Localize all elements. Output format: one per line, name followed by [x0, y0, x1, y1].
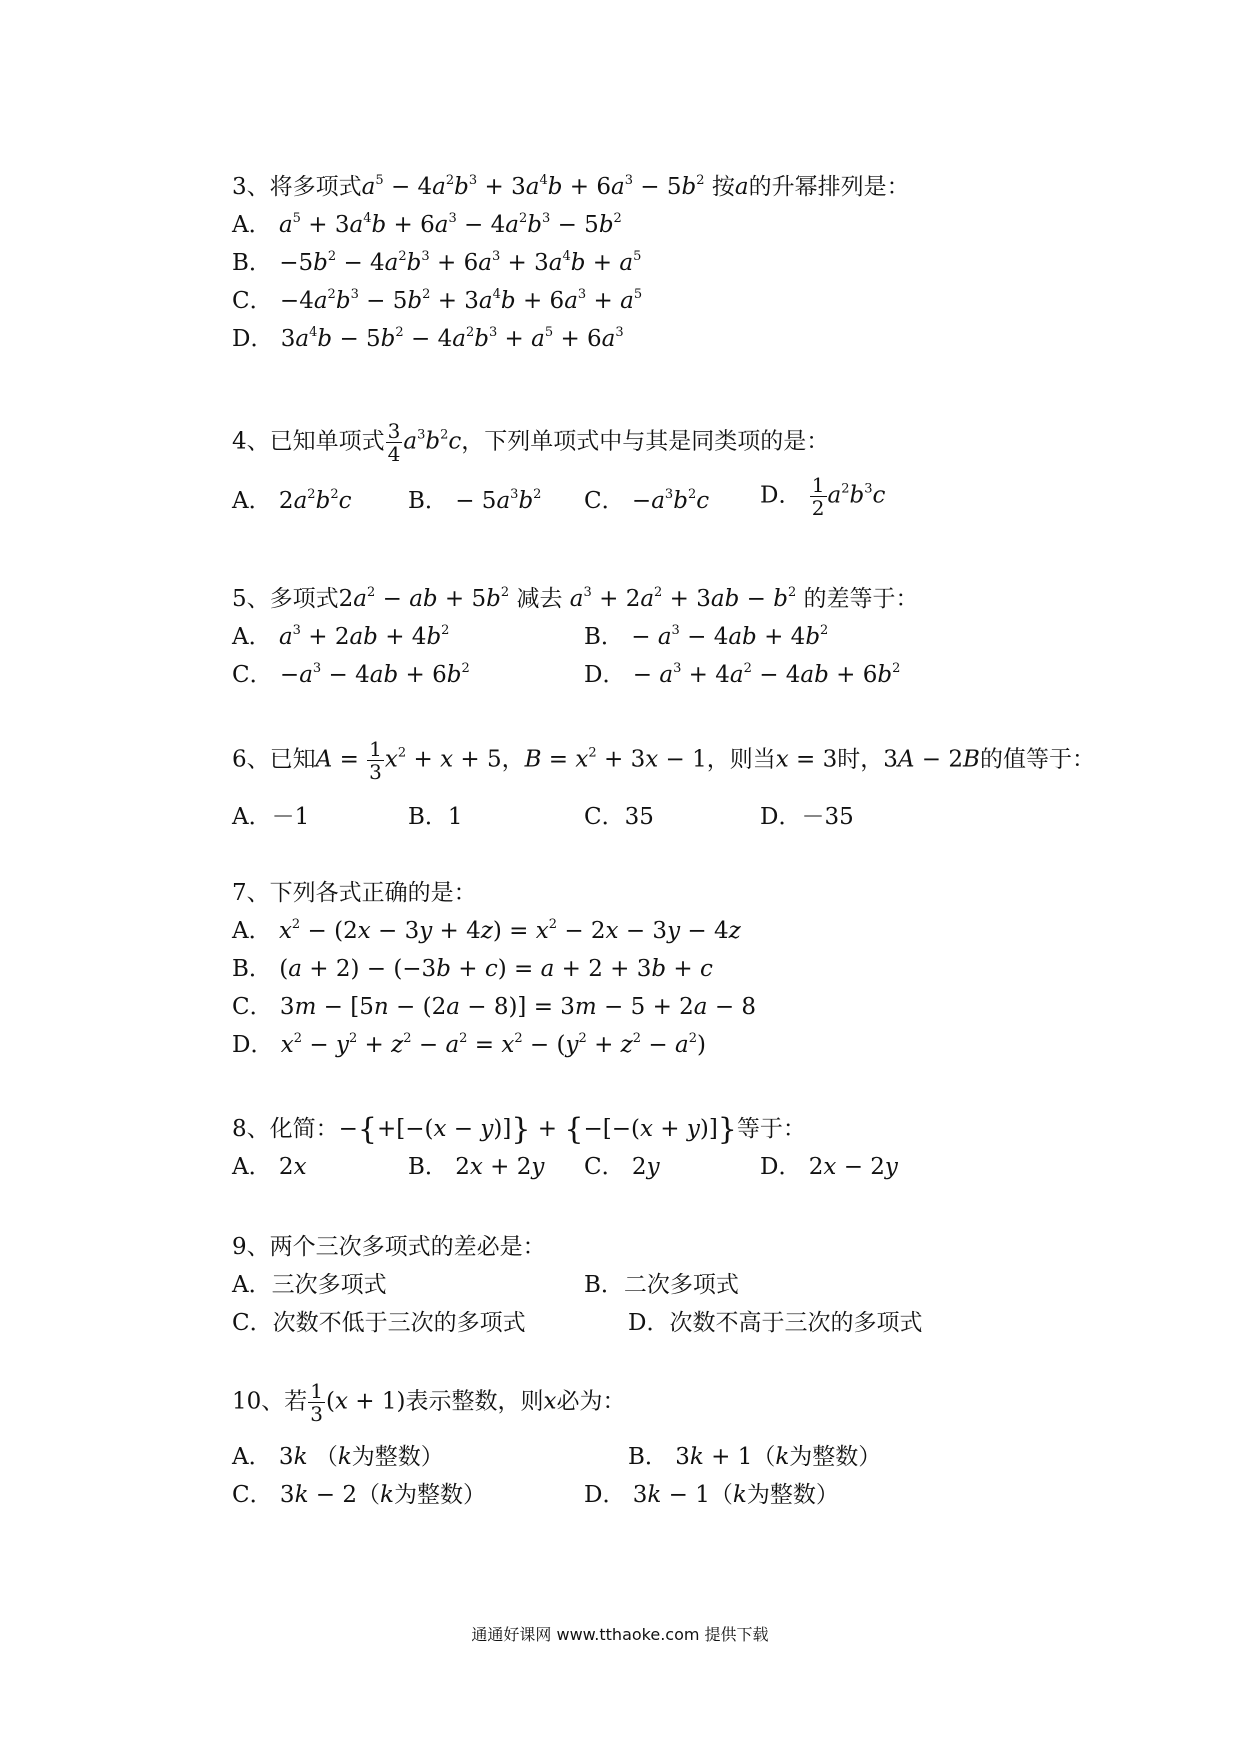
question-9-stem: 9、两个三次多项式的差必是：: [232, 1234, 546, 1260]
question-3-option-d: D． $3a^4b - 5b^2 - 4a^2b^3 + a^5 + 6a^3$: [232, 325, 624, 352]
question-7: [232, 874, 1132, 1064]
question-8-option-a: A． 2x: [232, 1154, 307, 1180]
question-5-stem: 5、多项式$2a^2$ − ab + $5b^2$ 减去 $a^3 + 2a^2 + 3ab - b^2$ 的差等于：: [232, 585, 919, 612]
question-10-option-c: C． 3k − 2（k为整数）: [232, 1482, 486, 1508]
question-7-option-a: A． $x^2 - (2x - 3y + 4z) = x^2 - 2x - 3y - 4z$: [232, 917, 741, 944]
question-6-options: [232, 798, 1132, 836]
question-3-option-b: B． $-5b^2 - 4a^2b^3 + 6a^3 + 3a^4b + a^5$: [232, 249, 642, 276]
question-4-stem: 4、已知单项式 $\frac{3}{4}$ $a^3b^2c$，下列单项式中与其是同类项的是：: [232, 419, 830, 466]
question-3-option-c: C． $-4a^2b^3 - 5b^2 + 3a^4b + 6a^3 + a^5$: [232, 287, 643, 314]
question-10-option-a: A． 3k （k为整数）: [232, 1444, 444, 1470]
question-7-option-d: D． $x^2 - y^2 + z^2 - a^2 = x^2 - (y^2 + z^2 - a^2)$: [232, 1031, 706, 1058]
question-6-option-a: A．－1: [232, 804, 310, 830]
question-5-option-d: D． − $a^3 + 4a^2 - 4ab + 6b^2$: [584, 661, 901, 688]
question-9-options-row-2: [232, 1304, 1132, 1342]
question-9-option-d: D．次数不高于三次的多项式: [628, 1310, 923, 1336]
question-10-options-row-1: [232, 1438, 1132, 1476]
question-9: [232, 1228, 1132, 1342]
question-6: [232, 738, 1132, 836]
question-6-option-c: C．35: [584, 804, 654, 830]
question-8-option-d: D． 2x − 2y: [760, 1154, 898, 1180]
question-4-option-a: A． $2a^2b^2c$: [232, 487, 352, 514]
question-10-option-b: B． 3k + 1（k为整数）: [628, 1444, 882, 1470]
question-9-option-c: C．次数不低于三次的多项式: [232, 1310, 526, 1336]
question-7-option-b: B． (a + 2) − (−3b + c) = a + 2 + 3b + c: [232, 956, 713, 982]
question-10-stem: 10、若 $\frac{1}{3}$ (x + 1)表示整数，则x必为：: [232, 1379, 626, 1426]
question-9-option-a: A．三次多项式: [232, 1272, 387, 1298]
question-6-option-b: B．1: [408, 804, 463, 830]
question-8: [232, 1110, 1132, 1186]
fraction: $\frac{1}{3}$: [310, 1379, 324, 1426]
question-3: [232, 168, 1132, 358]
fraction: $\frac{3}{4}$: [387, 419, 401, 466]
question-6-stem: 6、已知A = $\frac{1}{3}$ $x^2 + x + 5$，$B = x^2 + 3x - 1$，则当x = 3时，3A − 2B的值等于：: [232, 737, 1095, 784]
question-8-stem: 8、化简：−{+[−(x − y)]} + {−[−(x + y)]}等于：: [232, 1112, 806, 1147]
question-9-option-b: B．二次多项式: [584, 1272, 739, 1298]
question-10-option-d: D． 3k − 1（k为整数）: [584, 1482, 839, 1508]
question-5-options-row-2: [232, 656, 1132, 694]
question-4: [232, 420, 1132, 530]
question-3-stem: 3、将多项式$a^5 - 4a^2b^3 + 3a^4b + 6a^3 - 5b^2$ 按a的升幂排列是：: [232, 173, 910, 200]
question-7-stem: 7、下列各式正确的是：: [232, 880, 477, 906]
question-4-option-b: B． − $5a^3b^2$: [408, 487, 542, 514]
question-5-options-row-1: [232, 618, 1132, 656]
fraction: $\frac{1}{3}$: [369, 737, 382, 784]
question-3-option-a: A． $a^5 + 3a^4b + 6a^3 - 4a^2b^3 - 5b^2$: [232, 211, 622, 238]
question-10: [232, 1380, 1132, 1514]
question-8-options: [232, 1148, 1132, 1186]
question-10-options-row-2: [232, 1476, 1132, 1514]
question-5-option-a: A． $a^3 + 2ab + 4b^2$: [232, 623, 450, 650]
fraction: $\frac{1}{2}$: [811, 473, 825, 520]
question-8-option-b: B． 2x + 2y: [408, 1154, 545, 1180]
question-9-options-row-1: [232, 1266, 1132, 1304]
question-5-option-c: C． $-a^3 - 4ab + 6b^2$: [232, 661, 470, 688]
question-4-option-c: C． $-a^3b^2c$: [584, 487, 710, 514]
question-7-option-c: C． 3m − [5n − (2a − 8)] = 3m − 5 + 2a − 8: [232, 994, 757, 1020]
page-footer: 通通好课网 www.tthaoke.com 提供下载: [471, 1625, 769, 1644]
question-4-option-d: D． $\frac{1}{2}$ $a^2b^3c$: [760, 473, 886, 520]
question-8-option-c: C． 2y: [584, 1154, 660, 1180]
question-5: [232, 580, 1132, 694]
question-4-options: [232, 474, 1132, 530]
question-5-option-b: B． − $a^3 - 4ab + 4b^2$: [584, 623, 829, 650]
question-6-option-d: D．－35: [760, 804, 854, 830]
